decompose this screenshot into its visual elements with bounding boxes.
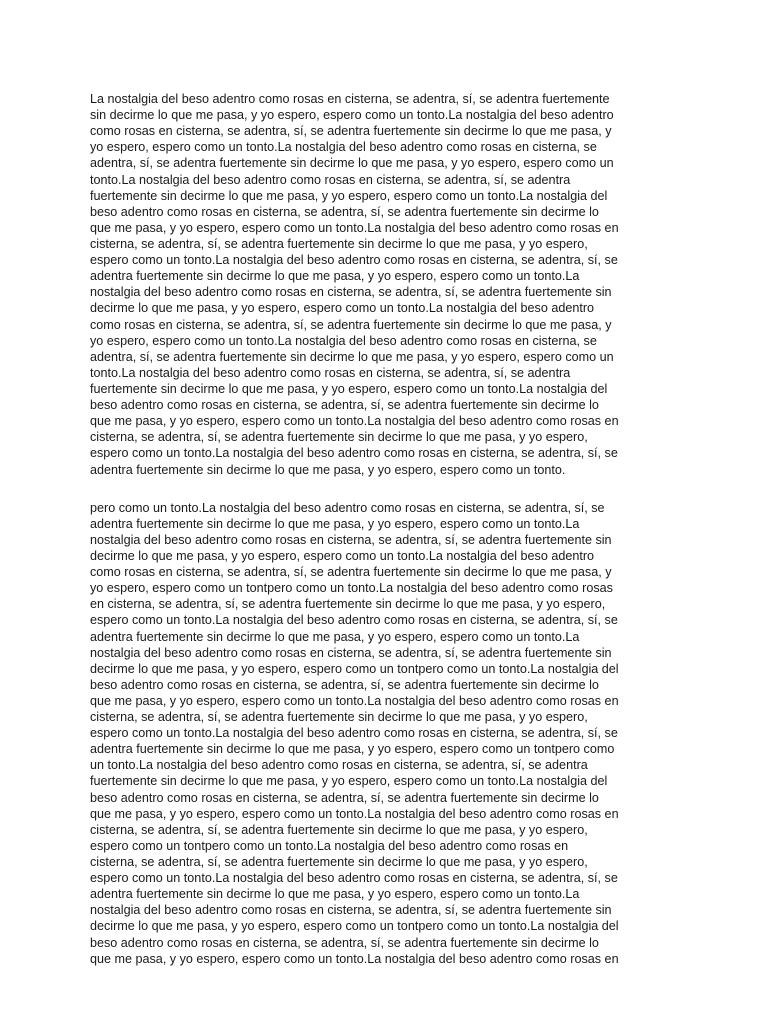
text-line: como rosas en cisterna, se adentra, sí, se adentra fuertemente sin decirme lo que me pasa, y: [90, 565, 612, 580]
text-line: adentra, sí, se adentra fuertemente sin decirme lo que me pasa, y yo espero, espero como un: [90, 349, 614, 364]
text-line: cisterna, se adentra, sí, se adentra fuertemente sin decirme lo que me pasa, y yo espero,: [90, 822, 588, 837]
text-line: beso adentro como rosas en cisterna, se adentra, sí, se adentra fuertemente sin decirme lo: [90, 935, 599, 950]
text-line: nostalgia del beso adentro como rosas en cisterna, se adentra, sí, se adentra fuertemente sin: [90, 285, 612, 300]
text-line: beso adentro como rosas en cisterna, se adentra, sí, se adentra fuertemente sin decirme lo: [90, 398, 599, 413]
text-line: que me pasa, y yo espero, espero como un tonto.La nostalgia del beso adentro como rosas en: [90, 806, 619, 821]
text-line: adentra fuertemente sin decirme lo que me pasa, y yo espero, espero como un tonto.: [90, 462, 566, 477]
paragraph: [90, 91, 682, 478]
text-line: decirme lo que me pasa, y yo espero, espero como un tonto.La nostalgia del beso adentro: [90, 548, 595, 563]
text-line: fuertemente sin decirme lo que me pasa, y yo espero, espero como un tonto.La nostalgia del: [90, 188, 608, 203]
text-line: adentra fuertemente sin decirme lo que me pasa, y yo espero, espero como un tonto.La: [90, 516, 580, 531]
text-line: tonto.La nostalgia del beso adentro como rosas en cisterna, se adentra, sí, se adentra: [90, 365, 571, 380]
text-line: adentra, sí, se adentra fuertemente sin decirme lo que me pasa, y yo espero, espero como un: [90, 156, 614, 171]
text-line: decirme lo que me pasa, y yo espero, espero como un tontpero como un tonto.La nostalgia del: [90, 919, 619, 934]
text-line: adentra fuertemente sin decirme lo que me pasa, y yo espero, espero como un tonto.La: [90, 629, 580, 644]
document-page: [90, 91, 682, 967]
text-line: La nostalgia del beso adentro como rosas en cisterna, se adentra, sí, se adentra fuertemente: [90, 92, 610, 106]
text-line: nostalgia del beso adentro como rosas en cisterna, se adentra, sí, se adentra fuertemente sin: [90, 645, 612, 660]
paragraph: [90, 500, 682, 967]
text-line: nostalgia del beso adentro como rosas en cisterna, se adentra, sí, se adentra fuertemente sin: [90, 532, 612, 547]
text-line: como rosas en cisterna, se adentra, sí, se adentra fuertemente sin decirme lo que me pasa, y: [90, 317, 612, 332]
text-line: espero como un tonto.La nostalgia del beso adentro como rosas en cisterna, se adentra, sí, se: [90, 446, 618, 461]
text-line: que me pasa, y yo espero, espero como un tonto.La nostalgia del beso adentro como rosas en: [90, 951, 619, 966]
text-line: espero como un tonto.La nostalgia del beso adentro como rosas en cisterna, se adentra, sí, se: [90, 726, 618, 741]
text-line: fuertemente sin decirme lo que me pasa, y yo espero, espero como un tonto.La nostalgia del: [90, 774, 608, 789]
text-line: que me pasa, y yo espero, espero como un tonto.La nostalgia del beso adentro como rosas en: [90, 220, 619, 235]
text-line: que me pasa, y yo espero, espero como un tonto.La nostalgia del beso adentro como rosas en: [90, 693, 619, 708]
text-line: cisterna, se adentra, sí, se adentra fuertemente sin decirme lo que me pasa, y yo espero,: [90, 236, 588, 251]
text-line: nostalgia del beso adentro como rosas en cisterna, se adentra, sí, se adentra fuertemente sin: [90, 903, 612, 918]
text-line: tonto.La nostalgia del beso adentro como rosas en cisterna, se adentra, sí, se adentra: [90, 172, 571, 187]
text-line: adentra fuertemente sin decirme lo que me pasa, y yo espero, espero como un tonto.La: [90, 269, 580, 284]
text-line: que me pasa, y yo espero, espero como un tonto.La nostalgia del beso adentro como rosas en: [90, 414, 619, 429]
text-line: sin decirme lo que me pasa, y yo espero, espero como un tonto.La nostalgia del beso adentro: [90, 108, 614, 123]
text-line: beso adentro como rosas en cisterna, se adentra, sí, se adentra fuertemente sin decirme lo: [90, 790, 599, 805]
paragraph-spacer: [90, 478, 682, 500]
text-line: beso adentro como rosas en cisterna, se adentra, sí, se adentra fuertemente sin decirme lo: [90, 677, 599, 692]
text-line: yo espero, espero como un tonto.La nostalgia del beso adentro como rosas en cisterna, se: [90, 333, 597, 348]
text-line: beso adentro como rosas en cisterna, se adentra, sí, se adentra fuertemente sin decirme lo: [90, 204, 599, 219]
text-line: espero como un tonto.La nostalgia del beso adentro como rosas en cisterna, se adentra, sí, se: [90, 871, 618, 886]
text-line: cisterna, se adentra, sí, se adentra fuertemente sin decirme lo que me pasa, y yo espero,: [90, 855, 588, 870]
text-line: espero como un tontpero como un tonto.La nostalgia del beso adentro como rosas en: [90, 838, 569, 853]
text-line: decirme lo que me pasa, y yo espero, espero como un tontpero como un tonto.La nostalgia del: [90, 661, 619, 676]
text-line: yo espero, espero como un tontpero como un tonto.La nostalgia del beso adentro como rosas: [90, 581, 613, 596]
text-line: en cisterna, se adentra, sí, se adentra fuertemente sin decirme lo que me pasa, y yo espero,: [90, 597, 606, 612]
text-line: decirme lo que me pasa, y yo espero, espero como un tonto.La nostalgia del beso adentro: [90, 301, 595, 316]
text-line: pero como un tonto.La nostalgia del beso adentro como rosas en cisterna, se adentra, sí, se: [90, 500, 605, 515]
text-line: yo espero, espero como un tonto.La nostalgia del beso adentro como rosas en cisterna, se: [90, 140, 597, 155]
text-line: espero como un tonto.La nostalgia del beso adentro como rosas en cisterna, se adentra, sí, se: [90, 253, 618, 268]
text-line: espero como un tonto.La nostalgia del beso adentro como rosas en cisterna, se adentra, sí, se: [90, 613, 618, 628]
text-line: cisterna, se adentra, sí, se adentra fuertemente sin decirme lo que me pasa, y yo espero,: [90, 430, 588, 445]
text-line: adentra fuertemente sin decirme lo que me pasa, y yo espero, espero como un tonto.La: [90, 887, 580, 902]
text-line: un tonto.La nostalgia del beso adentro como rosas en cisterna, se adentra, sí, se adentra: [90, 758, 588, 773]
text-line: fuertemente sin decirme lo que me pasa, y yo espero, espero como un tonto.La nostalgia del: [90, 381, 608, 396]
text-line: adentra fuertemente sin decirme lo que me pasa, y yo espero, espero como un tontpero como: [90, 742, 615, 757]
text-line: cisterna, se adentra, sí, se adentra fuertemente sin decirme lo que me pasa, y yo espero,: [90, 710, 588, 725]
text-line: como rosas en cisterna, se adentra, sí, se adentra fuertemente sin decirme lo que me pasa, y: [90, 124, 612, 139]
